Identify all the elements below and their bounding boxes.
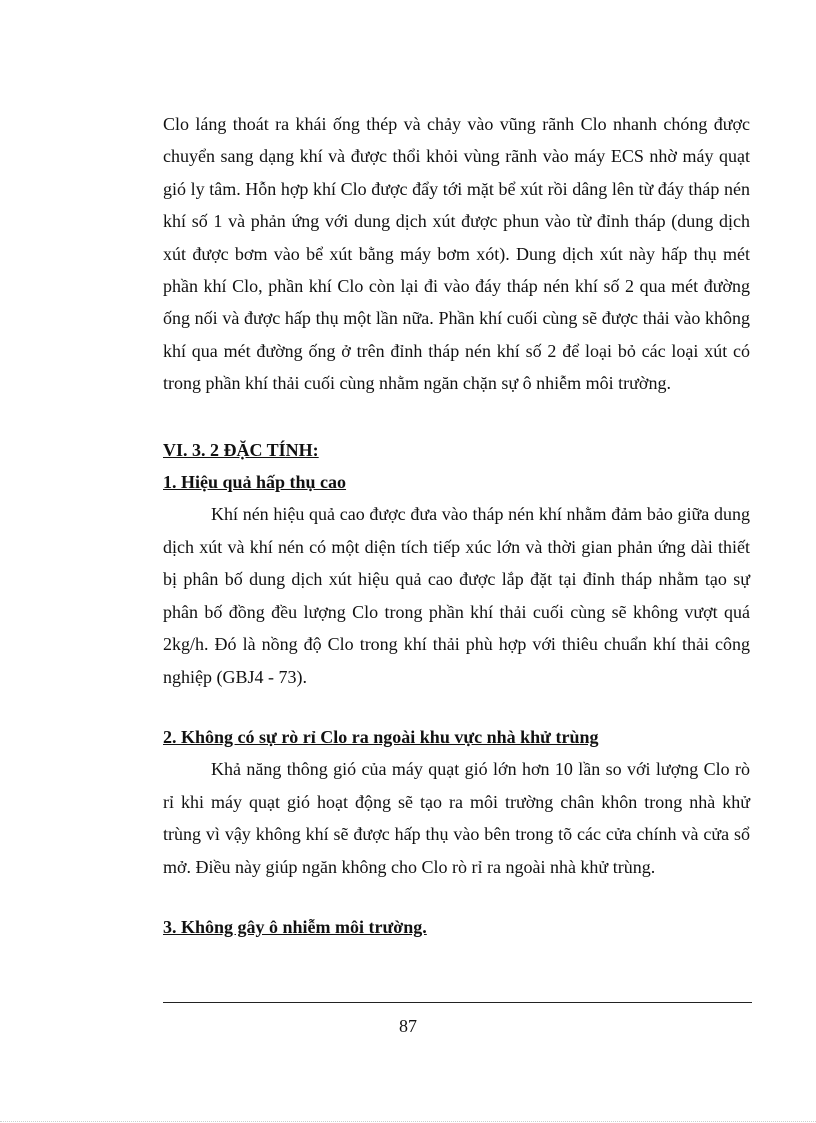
intro-paragraph: Clo láng thoát ra khái ống thép và chảy vào vũng rãnh Clo nhanh chóng được chuyển sang dạng khí và được thổi khỏi vùng rãnh vào máy ECS nhờ máy quạt gió ly tâm. Hỗn hợp khí Clo được đẩy tới mặt bể xút rồi dâng lên từ đáy tháp nén khí số 1 và phản ứng với dung dịch xút được phun vào từ đỉnh tháp (dung dịch xút được bơm vào bể xút bằng máy bơm xót). Dung dịch xút này hấp thụ mét phần khí Clo, phần khí Clo còn lại đi vào đáy tháp nén khí số 2 qua mét đường ống nối và được hấp thụ một lần nữa. Phần khí cuối cùng sẽ được thải vào không khí qua mét đường ống ở trên đỉnh tháp nén khí số 2 để loại bỏ các loại xút có trong phần khí thải cuối cùng nhằm ngăn chặn sự ô nhiễm môi trường. [163, 114, 750, 394]
page-number: 87 [399, 1016, 417, 1036]
section-heading: VI. 3. 2 ĐẶC TÍNH: [163, 439, 319, 460]
paragraph-no-leak: Khả năng thông gió của máy quạt gió lớn hơn 10 lần so với lượng Clo rò rỉ khi máy quạt gió hoạt động sẽ tạo ra môi trường chân khôn trong nhà khử trùng vì vậy không khí sẽ được hấp thụ vào bên trong tõ các cửa chính và cửa sổ mở. Điều này giúp ngăn không cho Clo rò rỉ ra ngoài nhà khử trùng. [163, 759, 750, 877]
document-body [163, 108, 750, 943]
footer-divider [163, 1002, 752, 1003]
page-edge-divider [0, 1121, 816, 1122]
paragraph-absorption: Khí nén hiệu quả cao được đưa vào tháp nén khí nhằm đảm bảo giữa dung dịch xút và khí nén có một diện tích tiếp xúc lớn và thời gian phản ứng dài thiết bị phân bố dung dịch xút hiệu quả cao được lắp đặt tại đỉnh tháp nhằm tạo sự phân bố đồng đều lượng Clo trong phần khí thải cuối cùng sẽ không vượt quá 2kg/h. Đó là nồng độ Clo trong khí thải phù hợp với thiêu chuẩn khí thải công nghiệp (GBJ4 - 73). [163, 504, 750, 687]
subsection-heading-absorption: 1. Hiệu quả hấp thụ cao [163, 472, 347, 493]
subsection-heading-no-pollution: 3. Không gây ô nhiễm môi trường. [163, 916, 427, 937]
subsection-heading-no-leak: 2. Không có sự rò rỉ Clo ra ngoài khu vực nhà khử trùng [163, 726, 599, 747]
